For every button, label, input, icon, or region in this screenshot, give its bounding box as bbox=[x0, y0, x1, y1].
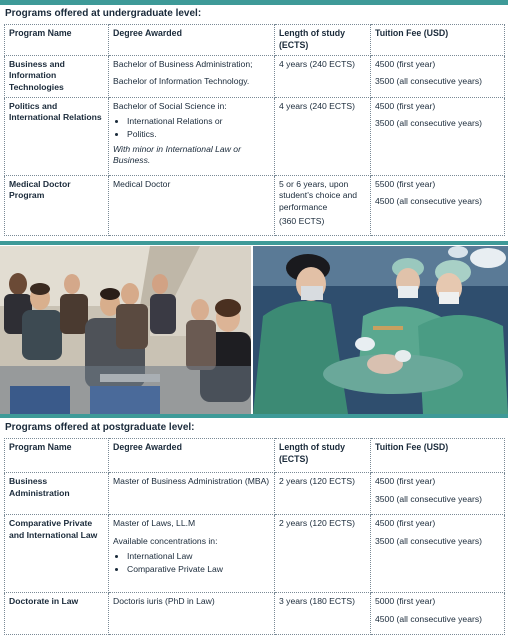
length-of-study: 3 years (180 ECTS) bbox=[275, 593, 371, 635]
length-text: 5 or 6 years, upon student's choice and performance bbox=[279, 178, 358, 212]
header-degree-awarded: Degree Awarded bbox=[109, 439, 275, 473]
fee-first-year: 4500 (first year) bbox=[375, 100, 436, 111]
length-of-study: 2 years (120 ECTS) bbox=[275, 515, 371, 593]
degree-awarded: Medical Doctor bbox=[109, 175, 275, 235]
fee-first-year: 5500 (first year) bbox=[375, 178, 436, 189]
degree-line: Bachelor of Business Administration; bbox=[113, 58, 253, 69]
undergrad-table bbox=[4, 24, 505, 236]
top-accent-bar bbox=[0, 0, 508, 5]
header-tuition-fee: Tuition Fee (USD) bbox=[371, 439, 505, 473]
table-row bbox=[5, 97, 505, 175]
header-length-of-study: Length of study (ECTS) bbox=[275, 25, 371, 56]
surgery-photo bbox=[253, 246, 508, 414]
length-ects: (360 ECTS) bbox=[279, 215, 325, 226]
header-length-of-study: Length of study (ECTS) bbox=[275, 439, 371, 473]
fee-consecutive-years: 3500 (all consecutive years) bbox=[375, 76, 482, 87]
program-name: Medical Doctor Program bbox=[5, 175, 109, 235]
surgery-image bbox=[253, 246, 508, 414]
degree-awarded: Master of Business Administration (MBA) bbox=[109, 473, 275, 515]
fee-consecutive-years: 3500 (all consecutive years) bbox=[375, 535, 482, 546]
mid-accent-bar bbox=[0, 241, 508, 245]
table-row bbox=[5, 473, 505, 515]
tuition-fee bbox=[371, 515, 505, 593]
header-program-name: Program Name bbox=[5, 25, 109, 56]
undergrad-section-title: Programs offered at undergraduate level: bbox=[5, 8, 202, 19]
length-of-study: 2 years (120 ECTS) bbox=[275, 473, 371, 515]
fee-first-year: 4500 (first year) bbox=[375, 58, 436, 69]
fee-consecutive-years: 4500 (all consecutive years) bbox=[375, 196, 482, 207]
program-name: Doctorate in Law bbox=[5, 593, 109, 635]
postgrad-section-title: Programs offered at postgraduate level: bbox=[5, 422, 195, 433]
program-name: Business Administration bbox=[5, 473, 109, 515]
fee-consecutive-years: 3500 (all consecutive years) bbox=[375, 118, 482, 129]
students-classroom-image bbox=[0, 246, 251, 414]
degree-awarded bbox=[109, 515, 275, 593]
table-row bbox=[5, 593, 505, 635]
degree-awarded bbox=[109, 55, 275, 97]
bottom-accent-bar bbox=[0, 414, 508, 418]
tuition-fee bbox=[371, 473, 505, 515]
concentration-list bbox=[113, 116, 270, 140]
concentration-list bbox=[113, 551, 270, 575]
degree-line: Bachelor of Information Technology. bbox=[113, 76, 250, 87]
postgrad-table bbox=[4, 438, 505, 635]
list-item: • International Relations or bbox=[127, 116, 270, 128]
fee-consecutive-years: 3500 (all consecutive years) bbox=[375, 493, 482, 504]
table-header-row bbox=[5, 439, 505, 473]
table-row bbox=[5, 55, 505, 97]
students-classroom-photo bbox=[0, 246, 251, 414]
list-item: • International Law bbox=[127, 551, 270, 563]
tuition-fee bbox=[371, 175, 505, 235]
tuition-fee bbox=[371, 593, 505, 635]
list-item: • Politics. bbox=[127, 129, 270, 141]
length-of-study: 4 years (240 ECTS) bbox=[275, 55, 371, 97]
tuition-fee bbox=[371, 97, 505, 175]
photo-strip bbox=[0, 246, 508, 414]
fee-first-year: 4500 (first year) bbox=[375, 476, 436, 486]
fee-first-year: 5000 (first year) bbox=[375, 596, 436, 606]
header-tuition-fee: Tuition Fee (USD) bbox=[371, 25, 505, 56]
degree-awarded bbox=[109, 97, 275, 175]
degree-awarded: Doctoris iuris (PhD in Law) bbox=[109, 593, 275, 635]
list-item: • Comparative Private Law bbox=[127, 564, 270, 576]
program-name: Comparative Private and International Law bbox=[5, 515, 109, 593]
tuition-fee bbox=[371, 55, 505, 97]
program-name: Politics and International Relations bbox=[5, 97, 109, 175]
program-name: Business and Information Technologies bbox=[5, 55, 109, 97]
degree-intro: Master of Laws, LL.M bbox=[113, 518, 196, 528]
table-header-row bbox=[5, 25, 505, 56]
header-degree-awarded: Degree Awarded bbox=[109, 25, 275, 56]
table-row bbox=[5, 515, 505, 593]
header-program-name: Program Name bbox=[5, 439, 109, 473]
degree-intro: Bachelor of Social Science in: bbox=[113, 100, 227, 111]
fee-consecutive-years: 4500 (all consecutive years) bbox=[375, 613, 482, 624]
length-of-study bbox=[275, 175, 371, 235]
fee-first-year: 4500 (first year) bbox=[375, 518, 436, 528]
degree-sub: Available concentrations in: bbox=[113, 535, 218, 546]
degree-note: With minor in International Law or Business. bbox=[113, 143, 241, 166]
table-row bbox=[5, 175, 505, 235]
length-of-study: 4 years (240 ECTS) bbox=[275, 97, 371, 175]
